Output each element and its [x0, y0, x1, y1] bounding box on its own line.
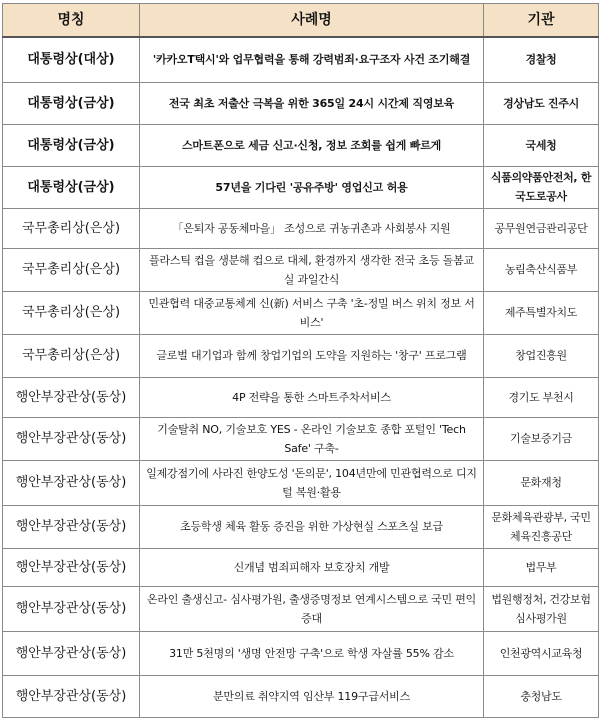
- case-cell: '카카오T택시'와 업무협력을 통해 강력범죄·요구조자 사건 조기해결: [140, 37, 484, 82]
- table-row: [3, 460, 599, 505]
- org-cell: 공무원연금관리공단: [484, 208, 599, 248]
- case-cell: 온라인 출생신고- 심사평가원, 출생증명정보 연계시스템으로 국민 편익 증대: [140, 586, 484, 631]
- award-cell: 행안부장관상(동상): [3, 586, 140, 631]
- table-row: [3, 248, 599, 291]
- case-cell: 초등학생 체육 활동 증진을 위한 가상현실 스포츠실 보급: [140, 505, 484, 548]
- award-cell: 행안부장관상(동상): [3, 675, 140, 717]
- award-cell: 행안부장관상(동상): [3, 417, 140, 460]
- table-body: [3, 37, 599, 717]
- table-row: [3, 377, 599, 417]
- org-cell: 제주특별자치도: [484, 291, 599, 334]
- award-table-container: [2, 3, 598, 718]
- table-row: [3, 631, 599, 675]
- award-cell: 행안부장관상(동상): [3, 460, 140, 505]
- org-cell: 법원행정처, 건강보험심사평가원: [484, 586, 599, 631]
- case-cell: 글로벌 대기업과 함께 창업기업의 도약을 지원하는 '창구' 프로그램: [140, 334, 484, 377]
- case-cell: 57년을 기다린 '공유주방' 영업신고 허용: [140, 166, 484, 208]
- table-row: [3, 291, 599, 334]
- award-cell: 대통령상(금상): [3, 124, 140, 166]
- award-cell: 대통령상(대상): [3, 37, 140, 82]
- award-cell: 국무총리상(은상): [3, 208, 140, 248]
- award-cell: 대통령상(금상): [3, 166, 140, 208]
- org-cell: 법무부: [484, 548, 599, 586]
- org-cell: 경상남도 진주시: [484, 82, 599, 124]
- org-cell: 국세청: [484, 124, 599, 166]
- case-cell: 4P 전략을 통한 스마트주차서비스: [140, 377, 484, 417]
- table-row: [3, 166, 599, 208]
- table-row: [3, 82, 599, 124]
- award-cell: 대통령상(금상): [3, 82, 140, 124]
- table-row: [3, 548, 599, 586]
- case-cell: 전국 최초 저출산 극복을 위한 365일 24시 시간제 직영보육: [140, 82, 484, 124]
- table-row: [3, 37, 599, 82]
- table-row: [3, 124, 599, 166]
- org-cell: 경찰청: [484, 37, 599, 82]
- table-row: [3, 334, 599, 377]
- case-cell: 일제강점기에 사라진 한양도성 '돈의문', 104년만에 민관협력으로 디지털 복원·활용: [140, 460, 484, 505]
- case-cell: 스마트폰으로 세금 신고·신청, 정보 조회를 쉽게 빠르게: [140, 124, 484, 166]
- table-row: [3, 586, 599, 631]
- header-row: [3, 4, 599, 38]
- award-cell: 국무총리상(은상): [3, 248, 140, 291]
- table-row: [3, 505, 599, 548]
- case-cell: 31만 5천명의 '생명 안전망 구축'으로 학생 자살률 55% 감소: [140, 631, 484, 675]
- org-cell: 경기도 부천시: [484, 377, 599, 417]
- org-cell: 문화재청: [484, 460, 599, 505]
- table-row: [3, 675, 599, 717]
- table-row: [3, 417, 599, 460]
- award-table: [2, 3, 599, 718]
- case-cell: 기술탈취 NO, 기술보호 YES - 온라인 기술보호 종합 포털인 'Tech Safe' 구축-: [140, 417, 484, 460]
- table-row: [3, 208, 599, 248]
- award-cell: 행안부장관상(동상): [3, 548, 140, 586]
- org-cell: 기술보증기금: [484, 417, 599, 460]
- org-cell: 식품의약품안전처, 한국도로공사: [484, 166, 599, 208]
- award-cell: 국무총리상(은상): [3, 291, 140, 334]
- case-cell: 신개념 범죄피해자 보호장치 개발: [140, 548, 484, 586]
- header-award: 명칭: [3, 4, 140, 38]
- table-header: [3, 4, 599, 38]
- org-cell: 충청남도: [484, 675, 599, 717]
- org-cell: 농림축산식품부: [484, 248, 599, 291]
- award-cell: 행안부장관상(동상): [3, 377, 140, 417]
- case-cell: 민관협력 대중교통체계 신(新) 서비스 구축 '초-정밀 버스 위치 정보 서비스': [140, 291, 484, 334]
- award-cell: 행안부장관상(동상): [3, 631, 140, 675]
- org-cell: 문화체육관광부, 국민체육진흥공단: [484, 505, 599, 548]
- case-cell: 「은퇴자 공동체마을」 조성으로 귀농귀촌과 사회봉사 지원: [140, 208, 484, 248]
- case-cell: 플라스틱 컵을 생분해 컵으로 대체, 환경까지 생각한 전국 초등 돌봄교실 과일간식: [140, 248, 484, 291]
- org-cell: 인천광역시교육청: [484, 631, 599, 675]
- org-cell: 창업진흥원: [484, 334, 599, 377]
- case-cell: 분만의료 취약지역 임산부 119구급서비스: [140, 675, 484, 717]
- header-org: 기관: [484, 4, 599, 38]
- award-cell: 행안부장관상(동상): [3, 505, 140, 548]
- award-cell: 국무총리상(은상): [3, 334, 140, 377]
- header-case: 사례명: [140, 4, 484, 38]
